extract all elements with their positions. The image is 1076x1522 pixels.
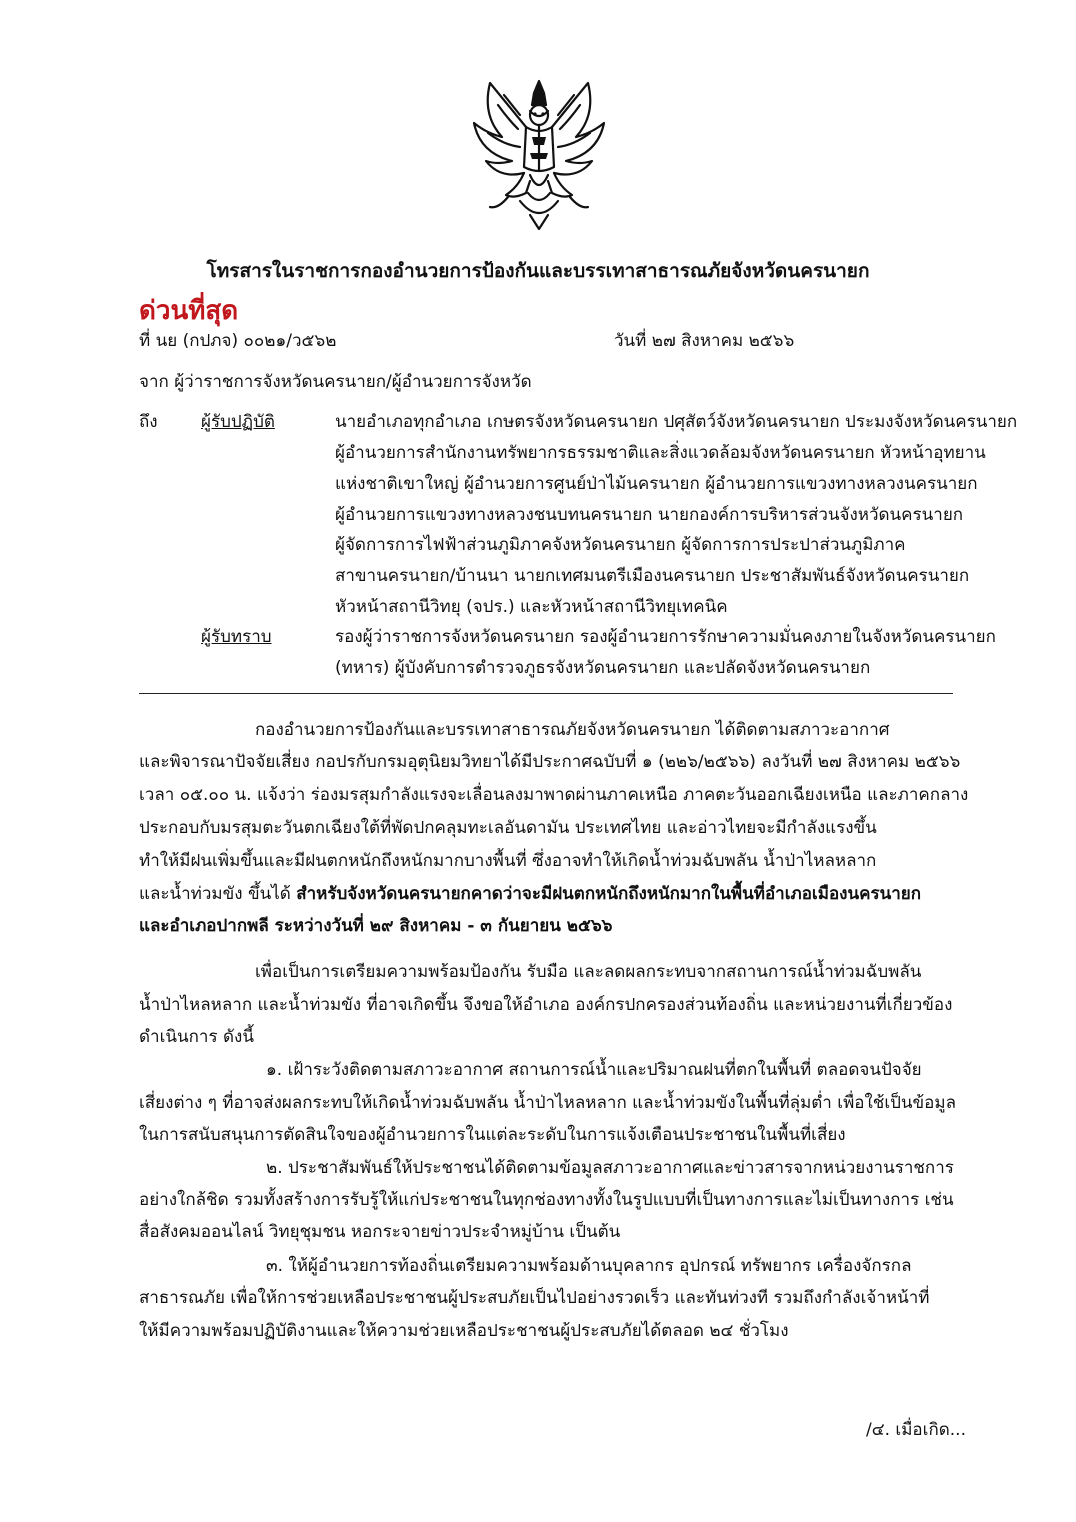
- body-line: และพิจารณาปัจจัยเสี่ยง กอปรกับกรมอุตุนิยมวิทยาได้มีประกาศฉบับที่ ๑ (๒๒๖/๒๕๖๖) ลงวันที่ ๒๗ สิงหาคม ๒๕๖๖: [139, 752, 961, 772]
- action-recipient-line: ผู้อำนวยการสำนักงานทรัพยากรธรรมชาติและสิ่งแวดล้อมจังหวัดนครนายก หัวหน้าอุทยาน: [335, 443, 986, 463]
- list-item: สาธารณภัย เพื่อให้การช่วยเหลือประชาชนผู้ประสบภัยเป็นไปอย่างรวดเร็ว และทันท่วงที รวมถึงกำลังเจ้าหน้าที่: [139, 1288, 930, 1308]
- document-date: วันที่ ๒๗ สิงหาคม ๒๕๖๖: [614, 331, 795, 351]
- action-recipient-line: หัวหน้าสถานีวิทยุ (จปร.) และหัวหน้าสถานีวิทยุเทคนิค: [335, 597, 728, 617]
- body-line: ดำเนินการ ดังนี้: [139, 1027, 254, 1047]
- page-continuation: /๔. เมื่อเกิด...: [866, 1420, 966, 1440]
- action-recipient-line: นายอำเภอทุกอำเภอ เกษตรจังหวัดนครนายก ปศุสัตว์จังหวัดนครนายก ประมงจังหวัดนครนายก: [335, 412, 1018, 432]
- list-item: ๓. ให้ผู้อำนวยการท้องถิ่นเตรียมความพร้อมด้านบุคลากร อุปกรณ์ ทรัพยากร เครื่องจักรกล: [266, 1256, 912, 1276]
- action-recipient-line: ผู้จัดการการไฟฟ้าส่วนภูมิภาคจังหวัดนครนายก ผู้จัดการการประปาส่วนภูมิภาค: [335, 535, 906, 555]
- garuda-emblem: [468, 75, 610, 233]
- recipient-to-label: ถึง: [139, 412, 158, 432]
- list-item: ๑. เฝ้าระวังติดตามสภาวะอากาศ สถานการณ์น้ำและปริมาณฝนที่ตกในพื้นที่ ตลอดจนปัจจัย: [266, 1060, 922, 1080]
- info-recipient-line: รองผู้ว่าราชการจังหวัดนครนายก รองผู้อำนวยการรักษาความมั่นคงภายในจังหวัดนครนายก: [335, 627, 996, 647]
- body-line: เวลา ๐๕.๐๐ น. แจ้งว่า ร่องมรสุมกำลังแรงจะเลื่อนลงมาพาดผ่านภาคเหนือ ภาคตะวันออกเฉียงเหนือ และภาคกลาง: [139, 785, 969, 805]
- body-line: ทำให้มีฝนเพิ่มขึ้นและมีฝนตกหนักถึงหนักมากบางพื้นที่ ซึ่งอาจทำให้เกิดน้ำท่วมฉับพลัน น้ำป่าไหลหลาก: [139, 851, 877, 871]
- list-item: ให้มีความพร้อมปฏิบัติงานและให้ความช่วยเหลือประชาชนผู้ประสบภัยได้ตลอด ๒๔ ชั่วโมง: [139, 1321, 789, 1341]
- body-line: เพื่อเป็นการเตรียมความพร้อมป้องกัน รับมือ และลดผลกระทบจากสถานการณ์น้ำท่วมฉับพลัน: [255, 962, 922, 982]
- document-title: โทรสารในราชการกองอำนวยการป้องกันและบรรเทาสาธารณภัยจังหวัดนครนายก: [206, 260, 870, 282]
- action-recipients-label: ผู้รับปฏิบัติ: [201, 412, 275, 432]
- urgency-label: ด่วนที่สุด: [139, 296, 239, 326]
- body-line: [139, 884, 921, 904]
- list-item: ในการสนับสนุนการตัดสินใจของผู้อำนวยการในแต่ละระดับในการแจ้งเตือนประชาชนในพื้นที่เสี่ยง: [139, 1125, 846, 1145]
- body-line: กองอำนวยการป้องกันและบรรเทาสาธารณภัยจังหวัดนครนายก ได้ติดตามสภาวะอากาศ: [255, 720, 890, 740]
- reference-number: ที่ นย (กปภจ) ๐๐๒๑/ว๕๖๒: [139, 331, 337, 351]
- action-recipient-line: แห่งชาติเขาใหญ่ ผู้อำนวยการศูนย์ป่าไม้นครนายก ผู้อำนวยการแขวงทางหลวงนครนายก: [335, 474, 978, 494]
- list-item: อย่างใกล้ชิด รวมทั้งสร้างการรับรู้ให้แก่ประชาชนในทุกช่องทางทั้งในรูปแบบที่เป็นทางการและไม่เป็นทางการ เช่น: [139, 1190, 954, 1210]
- info-recipient-line: (ทหาร) ผู้บังคับการตำรวจภูธรจังหวัดนครนายก และปลัดจังหวัดนครนายก: [335, 658, 871, 678]
- list-item: สื่อสังคมออนไลน์ วิทยุชุมชน หอกระจายข่าวประจำหมู่บ้าน เป็นต้น: [139, 1222, 621, 1242]
- body-line: น้ำป่าไหลหลาก และน้ำท่วมขัง ที่อาจเกิดขึ้น จึงขอให้อำเภอ องค์กรปกครองส่วนท้องถิ่น และหน่วยงานที่เกี่ยวข้อง: [139, 995, 953, 1015]
- body-line: ประกอบกับมรสุมตะวันตกเฉียงใต้ที่พัดปกคลุมทะเลอันดามัน ประเทศไทย และอ่าวไทยจะมีกำลังแรงขึ้น: [139, 818, 877, 838]
- forecast-highlight: และอำเภอปากพลี ระหว่างวันที่ ๒๙ สิงหาคม - ๓ กันยายน ๒๕๖๖: [139, 916, 613, 936]
- body-text: และน้ำท่วมขัง ขึ้นได้: [139, 884, 297, 904]
- list-item: เสี่ยงต่าง ๆ ที่อาจส่งผลกระทบให้เกิดน้ำท่วมฉับพลัน น้ำป่าไหลหลาก และน้ำท่วมขังในพื้นที่ลุ่มต่ำ เพื่อใช้เป็นข้อมูล: [139, 1093, 957, 1113]
- info-recipients-label: ผู้รับทราบ: [201, 627, 272, 647]
- header-divider: [139, 693, 953, 694]
- list-item: ๒. ประชาสัมพันธ์ให้ประชาชนได้ติดตามข้อมูลสภาวะอากาศและข่าวสารจากหน่วยงานราชการ: [266, 1158, 954, 1178]
- sender-line: จาก ผู้ว่าราชการจังหวัดนครนายก/ผู้อำนวยการจังหวัด: [139, 372, 532, 392]
- action-recipient-line: ผู้อำนวยการแขวงทางหลวงชนบทนครนายก นายกองค์การบริหารส่วนจังหวัดนครนายก: [335, 505, 964, 525]
- forecast-highlight: สำหรับจังหวัดนครนายกคาดว่าจะมีฝนตกหนักถึงหนักมากในพื้นที่อำเภอเมืองนครนายก: [296, 884, 922, 904]
- action-recipient-line: สาขานครนายก/บ้านนา นายกเทศมนตรีเมืองนครนายก ประชาสัมพันธ์จังหวัดนครนายก: [335, 566, 970, 586]
